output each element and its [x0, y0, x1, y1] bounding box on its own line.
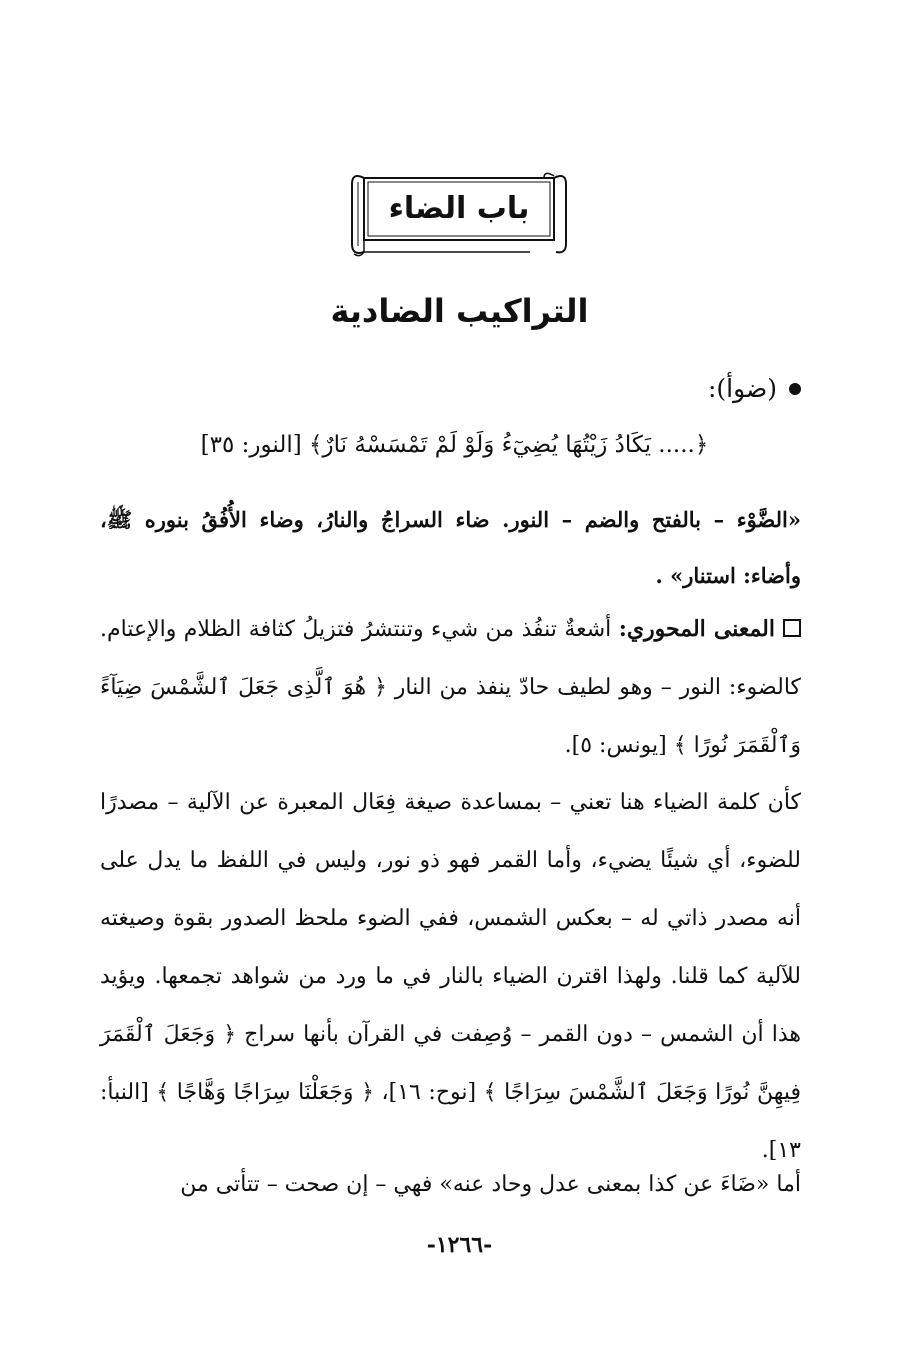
chapter-title-frame	[330, 172, 588, 258]
section-title: التراكيب الضادية	[330, 292, 589, 330]
central-meaning-text: أشعةٌ تنفُذ من شيء وتنتشرُ فتزيلُ كثافة الظلام والإعتام. كالضوء: النور – وهو لطيف حادّ ينفذ من النار ﴿ هُوَ ٱلَّذِى جَعَلَ ٱلشَّمْسَ ضِيَآءً وَٱلْقَمَرَ نُورًا ﴾ [يونس: ٥].	[100, 617, 801, 758]
root-word: (ضوأ):	[707, 374, 777, 403]
bullet-icon	[789, 383, 801, 395]
chapter-title: باب الضاء	[388, 190, 530, 226]
body-paragraph: كأن كلمة الضياء هنا تعني – بمساعدة صيغة فِعَال المعبرة عن الآلية – مصدرًا للضوء، أي شيئًا يضيء، وأما القمر فهو ذو نور، وليس في اللفظ ما يدل على أنه مصدر ذاتي له – بعكس الشمس، ففي الضوء ملحظ الصدور بقوة وصيغته للآلية كما قلنا. ولهذا اقترن الضياء بالنار في ما ورد من شواهد تجمعها. ويؤيد هذا أن الشمس – دون القمر – وُصِفت في القرآن بأنها سراج ﴿ وَجَعَلَ ٱلْقَمَرَ فِيهِنَّ نُورًا وَجَعَلَ ٱلشَّمْسَ سِرَاجًا ﴾ [نوح: ١٦]، ﴿ وَجَعَلْنَا سِرَاجًا وَهَّاجًا ﴾ [النبأ: ١٣].	[100, 790, 801, 1163]
dictionary-quote: «الضَّوْء – بالفتح والضم – النور. ضاء السراجُ والنارُ، وضاء الأُفُقُ بنوره ﷺ، وأضاء: استنار» .	[100, 507, 801, 588]
square-box-icon	[783, 619, 801, 637]
quran-verse: ﴿..... يَكَادُ زَيْتُهَا يُضِيٓءُ وَلَوْ لَمْ تَمْسَسْهُ نَارٌ﴾ [النور: ٣٥]	[200, 432, 709, 458]
root-entry	[708, 374, 801, 403]
central-meaning	[100, 600, 801, 775]
page-number: -١٢٦٦-	[426, 1232, 493, 1258]
continuation-line: أما «ضَاءَ عن كذا بمعنى عدل وحاد عنه» فهي – إن صحت – تتأتى من	[180, 1172, 801, 1197]
central-meaning-label: المعنى المحوري:	[618, 616, 775, 642]
